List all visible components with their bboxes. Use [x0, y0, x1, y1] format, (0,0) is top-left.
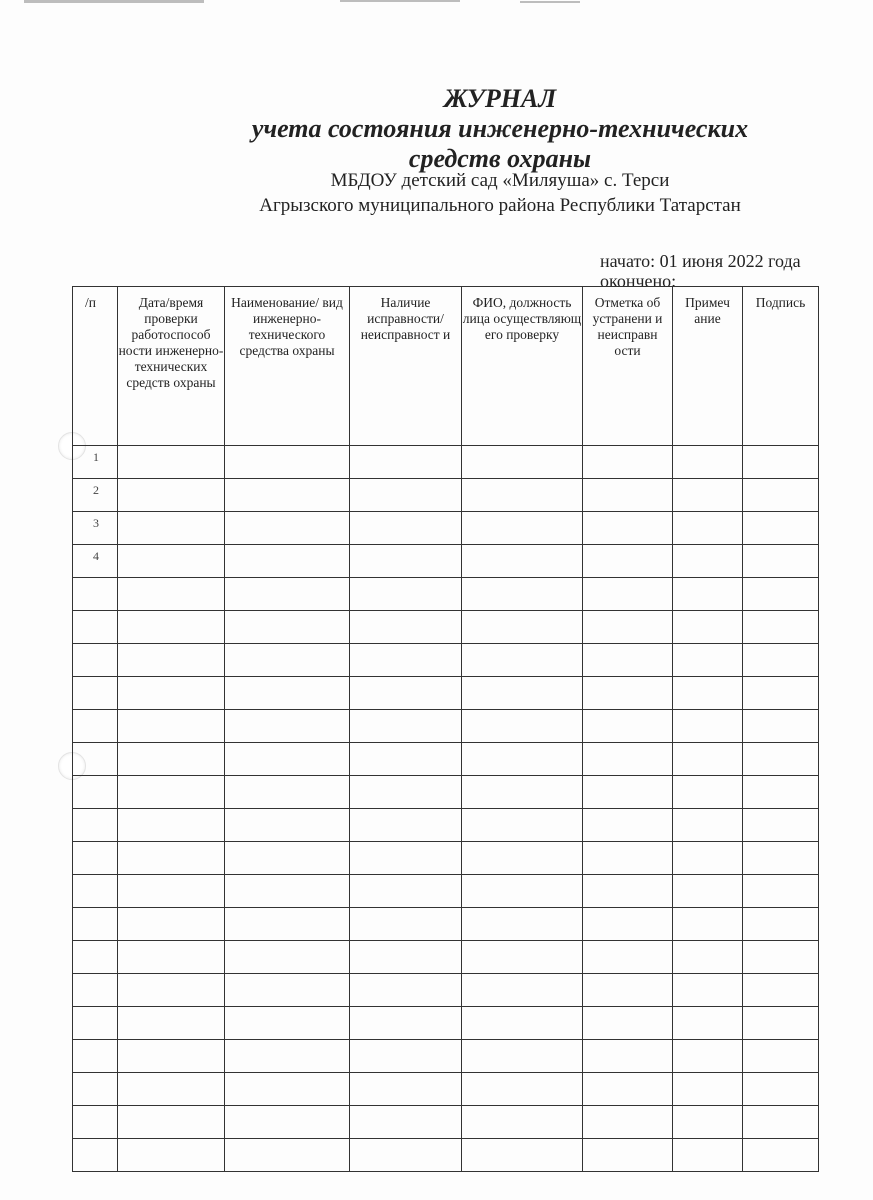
- table-row: [73, 446, 819, 479]
- organization-name: МБДОУ детский сад «Миляуша» с. Терси: [330, 170, 670, 191]
- end-date: окончено:: [600, 271, 677, 291]
- row-number-cell: [73, 1007, 118, 1040]
- table-cell: [350, 1073, 462, 1106]
- table-cell: [673, 743, 743, 776]
- table-cell: [743, 875, 819, 908]
- table-row: [73, 743, 819, 776]
- table-cell: [118, 545, 225, 578]
- table-cell: [462, 512, 583, 545]
- table-cell: [583, 809, 673, 842]
- column-header-datetime: Дата/время проверки работоспособ ности инженерно- технических средств охраны: [118, 287, 225, 446]
- table-cell: [462, 842, 583, 875]
- table-cell: [583, 842, 673, 875]
- table-cell: [583, 974, 673, 1007]
- table-cell: [462, 809, 583, 842]
- table-cell: [350, 974, 462, 1007]
- table-cell: [462, 710, 583, 743]
- table-cell: [462, 1040, 583, 1073]
- table-cell: [118, 1106, 225, 1139]
- table-cell: [583, 644, 673, 677]
- row-number-cell: [73, 842, 118, 875]
- table-row: [73, 776, 819, 809]
- table-cell: [462, 776, 583, 809]
- table-cell: [462, 743, 583, 776]
- table-cell: [118, 446, 225, 479]
- table-cell: [462, 446, 583, 479]
- table-row: [73, 974, 819, 1007]
- column-header-equipment: Наименование/ вид инженерно- технического средства охраны: [225, 287, 350, 446]
- scan-mark: [340, 0, 460, 2]
- table-cell: [350, 776, 462, 809]
- row-number-cell: [73, 611, 118, 644]
- column-header-signature: Подпись: [743, 287, 819, 446]
- table-cell: [743, 512, 819, 545]
- table-cell: [225, 545, 350, 578]
- table-cell: [583, 1073, 673, 1106]
- table-cell: [225, 677, 350, 710]
- table-cell: [673, 644, 743, 677]
- table-row: [73, 875, 819, 908]
- table-cell: [673, 545, 743, 578]
- row-number-cell: [73, 1073, 118, 1106]
- table-cell: [673, 446, 743, 479]
- table-cell: [118, 974, 225, 1007]
- table-cell: [462, 974, 583, 1007]
- table-cell: [225, 908, 350, 941]
- table-cell: [583, 875, 673, 908]
- row-number-cell: [73, 974, 118, 1007]
- table-cell: [118, 578, 225, 611]
- row-number-cell: 1: [73, 446, 118, 479]
- table-cell: [462, 1106, 583, 1139]
- table-cell: [462, 1007, 583, 1040]
- table-cell: [743, 974, 819, 1007]
- table-cell: [462, 545, 583, 578]
- row-number-cell: [73, 941, 118, 974]
- row-number-cell: [73, 578, 118, 611]
- table-cell: [118, 611, 225, 644]
- table-cell: [225, 875, 350, 908]
- row-number-cell: [73, 644, 118, 677]
- row-number-cell: [73, 875, 118, 908]
- table-cell: [583, 677, 673, 710]
- table-row: [73, 644, 819, 677]
- column-header-inspector: ФИО, должность лица осуществляющ его проверку: [462, 287, 583, 446]
- table-cell: [583, 1106, 673, 1139]
- table-cell: [118, 1007, 225, 1040]
- table-cell: [118, 677, 225, 710]
- table-cell: [350, 908, 462, 941]
- table-cell: [225, 842, 350, 875]
- table-cell: [225, 743, 350, 776]
- table-cell: [583, 479, 673, 512]
- table-cell: [583, 710, 673, 743]
- table-cell: [743, 611, 819, 644]
- table-cell: [743, 1106, 819, 1139]
- table-cell: [583, 611, 673, 644]
- table-cell: [743, 578, 819, 611]
- table-cell: [462, 1139, 583, 1172]
- table-row: [73, 479, 819, 512]
- table-cell: [225, 776, 350, 809]
- table-cell: [673, 875, 743, 908]
- journal-title: ЖУРНАЛ: [443, 84, 557, 113]
- table-cell: [350, 875, 462, 908]
- table-cell: [583, 512, 673, 545]
- table-cell: [118, 710, 225, 743]
- table-cell: [118, 941, 225, 974]
- organization-district: Агрызского муниципального района Республики Татарстан: [259, 195, 741, 216]
- table-cell: [743, 842, 819, 875]
- table-cell: [743, 479, 819, 512]
- table-row: [73, 545, 819, 578]
- table-cell: [462, 578, 583, 611]
- table-cell: [583, 908, 673, 941]
- table-cell: [225, 1040, 350, 1073]
- table-cell: [673, 1106, 743, 1139]
- table-cell: [118, 1139, 225, 1172]
- column-header-status: Наличие исправности/ неисправност и: [350, 287, 462, 446]
- table-cell: [225, 446, 350, 479]
- table-row: [73, 1139, 819, 1172]
- table-cell: [225, 1106, 350, 1139]
- row-number-cell: [73, 908, 118, 941]
- table-cell: [673, 479, 743, 512]
- table-cell: [583, 446, 673, 479]
- table-cell: [225, 974, 350, 1007]
- table-cell: [350, 644, 462, 677]
- table-cell: [350, 1040, 462, 1073]
- table-row: [73, 1106, 819, 1139]
- table-cell: [673, 842, 743, 875]
- column-header-number: /п: [73, 287, 118, 446]
- table-cell: [673, 1007, 743, 1040]
- table-cell: [225, 512, 350, 545]
- table-cell: [673, 1040, 743, 1073]
- table-cell: [743, 446, 819, 479]
- table-cell: [118, 644, 225, 677]
- table-cell: [118, 908, 225, 941]
- table-cell: [583, 941, 673, 974]
- row-number-cell: [73, 743, 118, 776]
- table-cell: [350, 677, 462, 710]
- table-cell: [350, 446, 462, 479]
- table-cell: [225, 1073, 350, 1106]
- table-cell: [350, 710, 462, 743]
- table-row: [73, 1040, 819, 1073]
- journal-title-line2: учета состояния инженерно-технических: [251, 114, 749, 143]
- table-cell: [225, 611, 350, 644]
- table-cell: [583, 743, 673, 776]
- table-cell: [118, 809, 225, 842]
- table-cell: [743, 1040, 819, 1073]
- table-cell: [743, 1007, 819, 1040]
- table-row: [73, 611, 819, 644]
- table-cell: [743, 545, 819, 578]
- table-cell: [673, 1139, 743, 1172]
- table-cell: [118, 1073, 225, 1106]
- table-cell: [350, 1106, 462, 1139]
- table-cell: [118, 479, 225, 512]
- table-cell: [743, 710, 819, 743]
- row-number-cell: 3: [73, 512, 118, 545]
- row-number-cell: [73, 710, 118, 743]
- table-cell: [462, 479, 583, 512]
- row-number-cell: [73, 1106, 118, 1139]
- start-date: начато: 01 июня 2022 года: [600, 251, 801, 271]
- row-number-cell: 2: [73, 479, 118, 512]
- table-cell: [743, 1139, 819, 1172]
- row-number-cell: [73, 809, 118, 842]
- journal-table: [72, 286, 819, 1172]
- table-cell: [673, 578, 743, 611]
- table-cell: [673, 974, 743, 1007]
- table-cell: [118, 743, 225, 776]
- table-row: [73, 809, 819, 842]
- table-cell: [583, 1040, 673, 1073]
- table-cell: [350, 479, 462, 512]
- table-cell: [462, 611, 583, 644]
- table-cell: [225, 578, 350, 611]
- table-cell: [350, 842, 462, 875]
- table-cell: [673, 809, 743, 842]
- table-cell: [462, 875, 583, 908]
- table-cell: [225, 710, 350, 743]
- table-cell: [118, 1040, 225, 1073]
- table-cell: [350, 743, 462, 776]
- journal-title-line3: средств охраны: [408, 144, 592, 173]
- table-cell: [673, 941, 743, 974]
- table-row: [73, 578, 819, 611]
- table-row: [73, 512, 819, 545]
- row-number-cell: 4: [73, 545, 118, 578]
- row-number-cell: [73, 1040, 118, 1073]
- table-cell: [462, 1073, 583, 1106]
- table-cell: [583, 1139, 673, 1172]
- table-cell: [350, 1139, 462, 1172]
- table-cell: [673, 611, 743, 644]
- table-header-row: [73, 287, 819, 446]
- scan-mark: [24, 0, 204, 3]
- table-cell: [350, 1007, 462, 1040]
- table-row: [73, 677, 819, 710]
- table-cell: [673, 776, 743, 809]
- table-cell: [462, 644, 583, 677]
- table-cell: [673, 908, 743, 941]
- table-cell: [462, 908, 583, 941]
- table-cell: [743, 1073, 819, 1106]
- table-cell: [118, 512, 225, 545]
- table-cell: [350, 809, 462, 842]
- table-cell: [462, 941, 583, 974]
- table-row: [73, 941, 819, 974]
- table-cell: [673, 1073, 743, 1106]
- table-cell: [118, 842, 225, 875]
- column-header-note: Примеч ание: [673, 287, 743, 446]
- table-cell: [673, 710, 743, 743]
- table-cell: [583, 578, 673, 611]
- table-cell: [743, 677, 819, 710]
- table-cell: [743, 743, 819, 776]
- row-number-cell: [73, 776, 118, 809]
- table-row: [73, 710, 819, 743]
- table-cell: [225, 479, 350, 512]
- table-cell: [583, 545, 673, 578]
- table-cell: [673, 677, 743, 710]
- table-cell: [118, 875, 225, 908]
- row-number-cell: [73, 677, 118, 710]
- table-cell: [673, 512, 743, 545]
- row-number-cell: [73, 1139, 118, 1172]
- table-cell: [350, 941, 462, 974]
- table-cell: [743, 908, 819, 941]
- table-cell: [583, 1007, 673, 1040]
- table-cell: [350, 611, 462, 644]
- table-row: [73, 1007, 819, 1040]
- table-cell: [350, 545, 462, 578]
- table-cell: [350, 512, 462, 545]
- table-cell: [462, 677, 583, 710]
- table-cell: [225, 809, 350, 842]
- table-cell: [118, 776, 225, 809]
- scan-mark: [520, 1, 580, 3]
- table-cell: [225, 941, 350, 974]
- table-cell: [225, 1139, 350, 1172]
- table-cell: [225, 644, 350, 677]
- table-row: [73, 842, 819, 875]
- column-header-fix-mark: Отметка об устранени и неисправн ости: [583, 287, 673, 446]
- table-row: [73, 908, 819, 941]
- table-cell: [743, 776, 819, 809]
- table-cell: [225, 1007, 350, 1040]
- table-cell: [743, 644, 819, 677]
- table-cell: [583, 776, 673, 809]
- table-row: [73, 1073, 819, 1106]
- table-cell: [350, 578, 462, 611]
- table-cell: [743, 809, 819, 842]
- table-cell: [743, 941, 819, 974]
